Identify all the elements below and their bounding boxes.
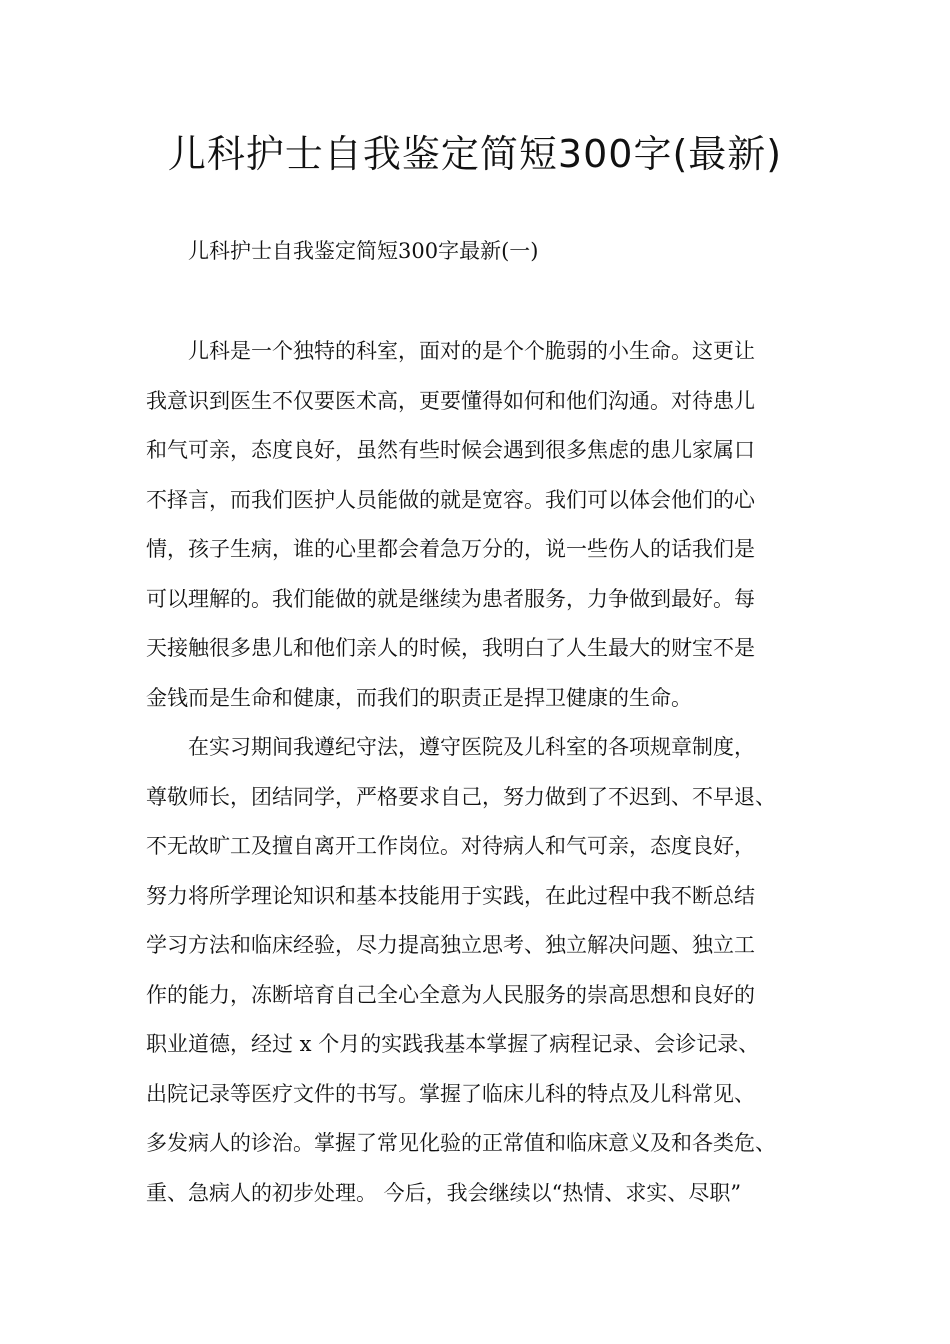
paragraph-1-line: 和气可亲，态度良好，虽然有些时候会遇到很多焦虑的患儿家属口 <box>146 438 755 462</box>
paragraph-2-line: 多发病人的诊治。掌握了常见化验的正常值和临床意义及和各类危、 <box>146 1131 776 1155</box>
paragraph-1-line: 可以理解的。我们能做的就是继续为患者服务，力争做到最好。每 <box>146 587 755 611</box>
paragraph-1-line: 天接触很多患儿和他们亲人的时候，我明白了人生最大的财宝不是 <box>146 636 755 660</box>
paragraph-1-line: 不择言，而我们医护人员能做的就是宽容。我们可以体会他们的心 <box>146 488 755 512</box>
paragraph-1-line: 我意识到医生不仅要医术高，更要懂得如何和他们沟通。对待患儿 <box>146 389 755 413</box>
paragraph-2-line: 不无故旷工及擅自离开工作岗位。对待病人和气可亲，态度良好， <box>146 834 755 858</box>
paragraph-2-line: 职业道德，经过 x 个月的实践我基本掌握了病程记录、会诊记录、 <box>146 1032 760 1056</box>
paragraph-2-line: 学习方法和临床经验，尽力提高独立思考、独立解决问题、独立工 <box>146 933 755 957</box>
paragraph-2-line: 作的能力，冻断培育自己全心全意为人民服务的崇高思想和良好的 <box>146 983 755 1007</box>
paragraph-2-line: 尊敬师长，团结同学，严格要求自己，努力做到了不迟到、不早退、 <box>146 785 776 809</box>
paragraph-1-line: 儿科是一个独特的科室，面对的是个个脆弱的小生命。这更让 <box>188 339 755 363</box>
paragraph-1-line: 情，孩子生病，谁的心里都会着急万分的，说一些伤人的话我们是 <box>146 537 755 561</box>
paragraph-1-line: 金钱而是生命和健康，而我们的职责正是捍卫健康的生命。 <box>146 686 692 710</box>
paragraph-2-line: 努力将所学理论知识和基本技能用于实践，在此过程中我不断总结 <box>146 884 755 908</box>
paragraph-2-line: 重、急病人的初步处理。 今后，我会继续以“热情、求实、尽职” <box>146 1181 742 1205</box>
paragraph-2-line: 在实习期间我遵纪守法，遵守医院及儿科室的各项规章制度， <box>188 735 755 759</box>
section-subtitle: 儿科护士自我鉴定简短300字最新(一) <box>188 239 539 263</box>
paragraph-2-line: 出院记录等医疗文件的书写。掌握了临床儿科的特点及儿科常见、 <box>146 1082 755 1106</box>
document-title: 儿科护士自我鉴定简短300字(最新) <box>167 132 783 176</box>
